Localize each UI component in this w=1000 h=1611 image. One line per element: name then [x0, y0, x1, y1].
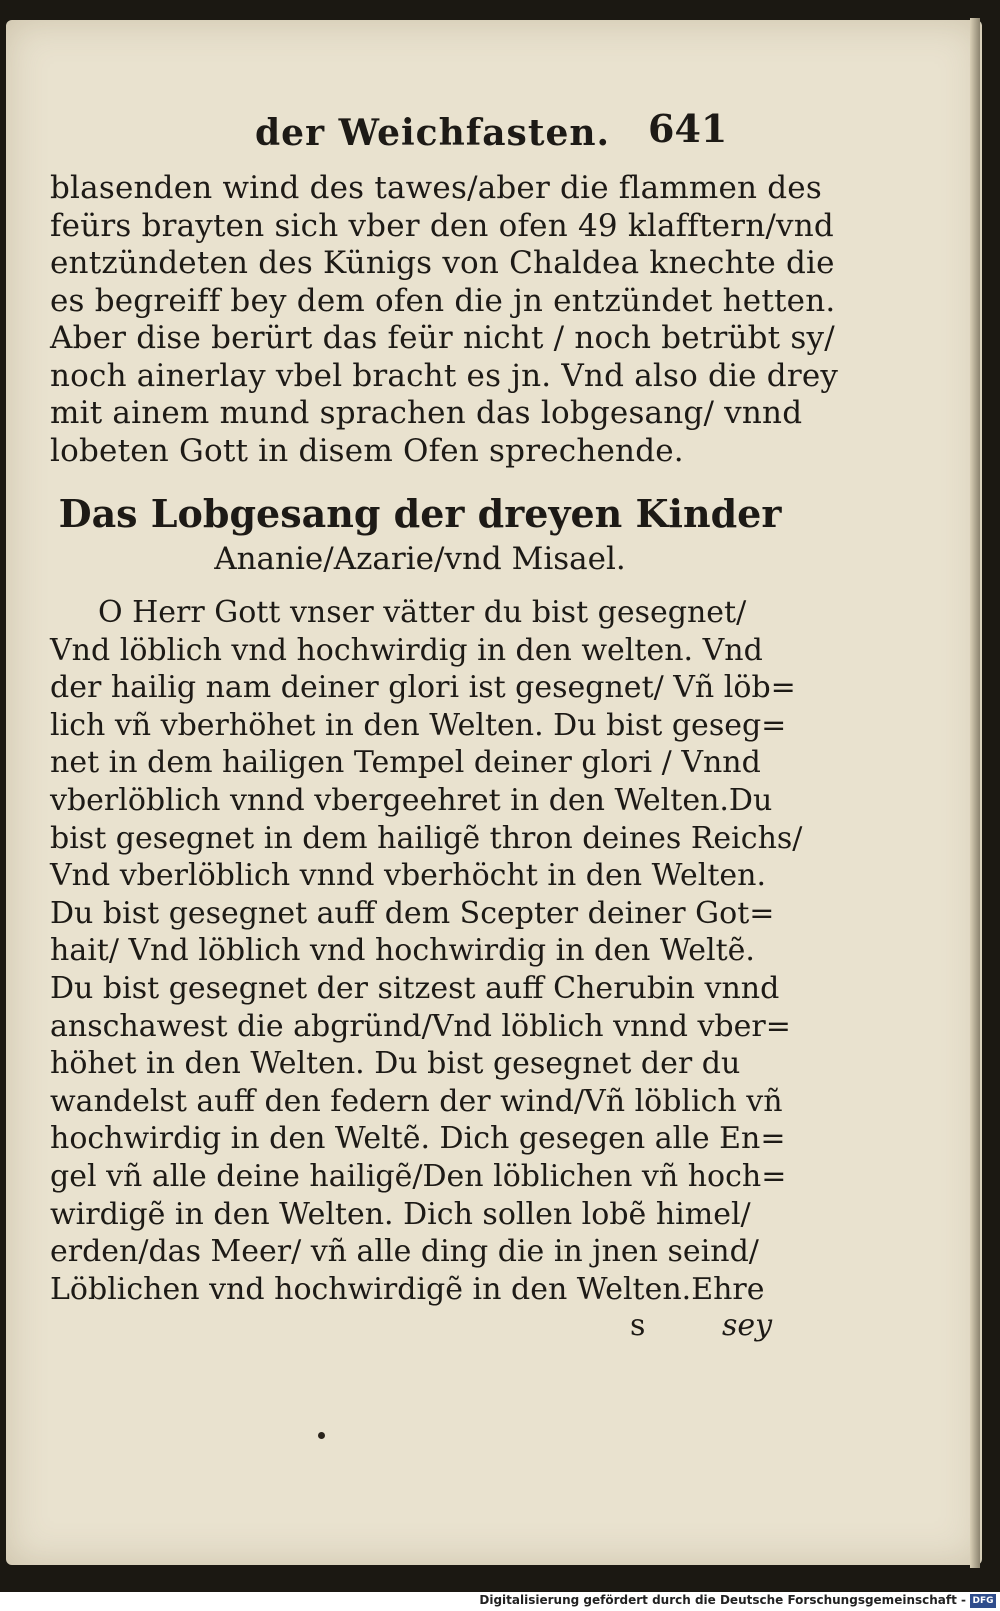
text-line: Vnd löblich vnd hochwirdig in den welten. Vnd: [50, 632, 763, 668]
text-line: entzündeten des Künigs von Chaldea knechte die: [50, 245, 835, 281]
text-line: es begreiff bey dem ofen die jn entzündet hetten.: [50, 282, 836, 319]
footer-bar: [0, 1592, 1000, 1611]
text-block: [50, 100, 839, 1348]
dfg-logo: DFG: [970, 1594, 996, 1608]
ink-spot: [318, 1432, 325, 1439]
text-line: der hailig nam deiner glori ist gesegnet/ Vñ löb=: [50, 670, 796, 706]
paragraph-2: [50, 594, 803, 1308]
text-line: höhet in den Welten. Du bist gesegnet der du: [50, 1046, 741, 1082]
catchword: sey: [722, 1308, 773, 1344]
text-line: feürs brayten sich vber den ofen 49 klafftern/vnd: [50, 207, 834, 244]
text-line: blasenden wind des tawes/aber die flammen des: [50, 170, 822, 206]
text-line: wandelst auff den federn der wind/Vñ löblich vñ: [50, 1083, 783, 1119]
section-subheading: Ananie/Azarie/vnd Misael.: [214, 541, 626, 577]
catchword-row: [50, 1308, 790, 1348]
text-line: Aber dise berürt das feür nicht / noch betrübt sy/: [50, 320, 835, 356]
text-line: Löblichen vnd hochwirdigẽ in den Welten.Ehre: [50, 1271, 765, 1307]
text-line: anschawest die abgründ/Vnd löblich vnnd vber=: [50, 1008, 791, 1044]
page-edge: [970, 18, 980, 1568]
text-line: Vnd vberlöblich vnnd vberhöcht in den Welten.: [50, 858, 767, 894]
text-line: Du bist gesegnet auff dem Scepter deiner Got=: [50, 895, 775, 931]
text-line: lich vñ vberhöhet in den Welten. Du bist geseg=: [50, 707, 787, 743]
text-line: lobeten Gott in disem Ofen sprechende.: [50, 432, 684, 469]
text-line: noch ainerlay vbel bracht es jn. Vnd also die drey: [50, 357, 839, 394]
text-line: mit ainem mund sprachen das lobgesang/ vnnd: [50, 395, 803, 431]
text-line: bist gesegnet in dem hailigẽ thron deines Reichs/: [50, 820, 803, 856]
text-line: erden/das Meer/ vñ alle ding die in jnen seind/: [50, 1234, 759, 1270]
text-line: hait/ Vnd löblich vnd hochwirdig in den Weltẽ.: [50, 933, 755, 969]
running-head: [50, 100, 790, 170]
page-number: 641: [648, 106, 728, 151]
text-line: net in dem hailigen Tempel deiner glori / Vnnd: [50, 745, 761, 781]
section-heading: Das Lobgesang der dreyen Kinder: [58, 491, 782, 536]
signature-mark: s: [630, 1308, 646, 1344]
text-line: gel vñ alle deine hailigẽ/Den löblichen vñ hoch=: [50, 1158, 787, 1194]
funding-credit: Digitalisierung gefördert durch die Deutsche Forschungsgemeinschaft -: [479, 1593, 966, 1607]
text-line: vberlöblich vnnd vbergeehret in den Welten.Du: [50, 782, 773, 818]
text-line: O Herr Gott vnser vätter du bist gesegnet/: [98, 595, 747, 630]
text-line: wirdigẽ in den Welten. Dich sollen lobẽ himel/: [50, 1196, 751, 1232]
text-line: hochwirdig in den Weltẽ. Dich gesegen alle En=: [50, 1121, 786, 1157]
text-line: Du bist gesegnet der sitzest auff Cherubin vnnd: [50, 970, 780, 1006]
running-head-title: der Weichfasten.: [255, 112, 611, 154]
paragraph-1: [50, 170, 839, 470]
